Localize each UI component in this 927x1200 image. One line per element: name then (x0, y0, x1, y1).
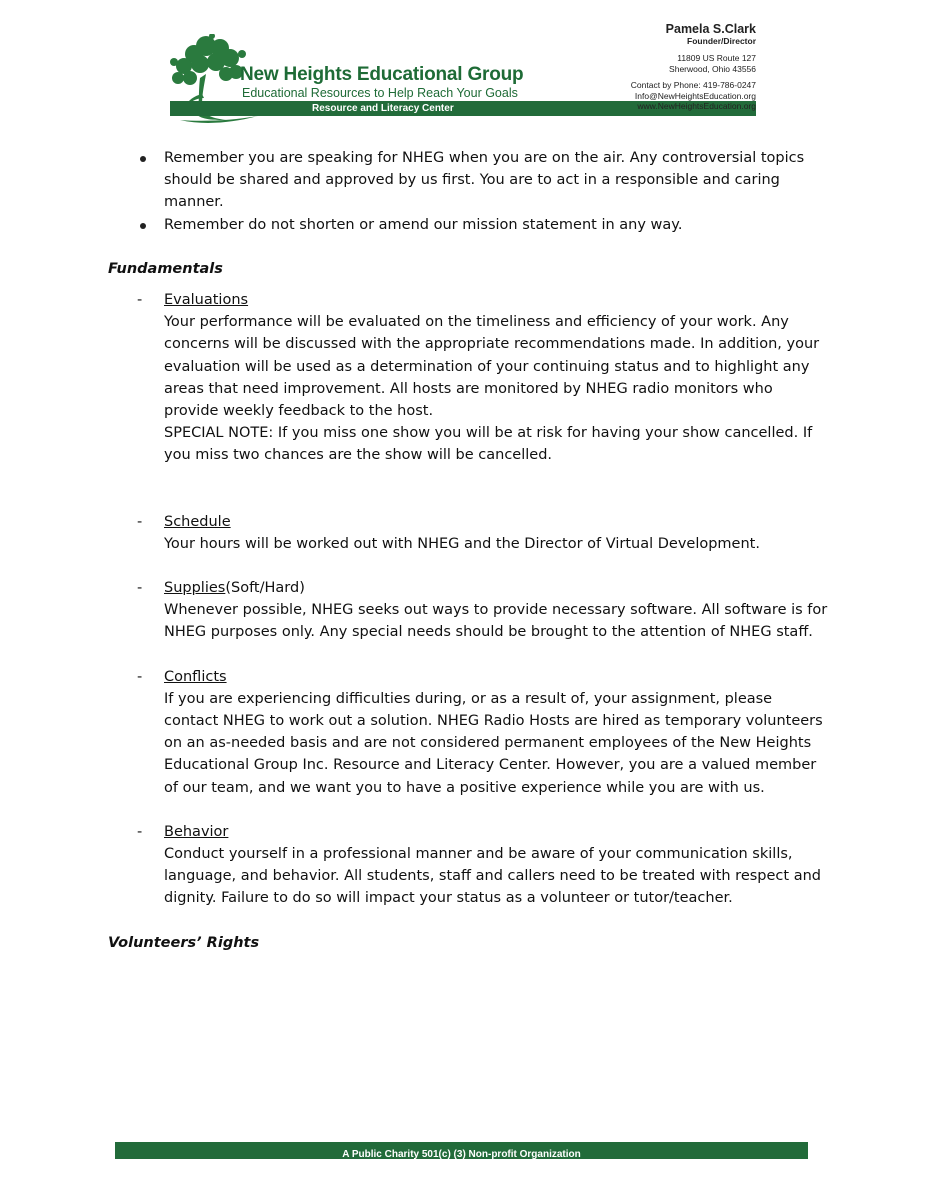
special-note: SPECIAL NOTE: If you miss one show you will be at risk for having your show cancelled. If you miss two chances are the show will be cancelled. (164, 425, 813, 464)
item-body: Your performance will be evaluated on the timeliness and efficiency of your work. Any concerns will be discussed with the appropriate recommendations made. In addition, your evaluation will be used as a determination of your continuing status and to highlight any areas that need improvement. All hosts are monitored by NHEG radio monitors who provide weekly feedback to the host. (164, 314, 820, 420)
item-title-suffix: (Soft/Hard) (225, 580, 305, 597)
item-body: If you are experiencing difficulties during, or as a result of, your assignment, please contact NHEG to work out a solution. NHEG Radio Hosts are hired as temporary volunteers on an as-needed basis and are not considered permanent employees of the New Heights Educational Group Inc. Resource and Literacy Center. However, you are a valued member of our team, and we want you to have a positive experience while you are with us. (164, 690, 823, 796)
header-bar-label: Resource and Literacy Center (312, 103, 454, 114)
section-title-fundamentals: Fundamentals (108, 260, 223, 277)
contact-phone: Contact by Phone: 419-786-0247 (630, 80, 756, 90)
bullet-item (108, 147, 828, 214)
document-body (108, 147, 828, 954)
contact-name: Pamela S.Clark (665, 22, 756, 36)
bullet-text: Remember do not shorten or amend our mission statement in any way. (164, 216, 683, 233)
contact-block (631, 22, 756, 112)
bullet-text: Remember you are speaking for NHEG when you are on the air. Any controversial topics should be shared and approved by us first. You are to act in a responsible and caring manner. (164, 150, 805, 211)
bullet-dot-icon (140, 156, 146, 162)
item-title: Conflicts (164, 668, 227, 685)
organization-name: New Heights Educational Group (240, 64, 524, 85)
dash-marker: - (137, 823, 143, 840)
item-evaluations (108, 289, 828, 467)
contact-website: www.NewHeightsEducation.org (637, 101, 756, 111)
item-supplies (108, 577, 828, 644)
contact-role: Founder/Director (687, 36, 756, 46)
dash-marker: - (137, 292, 143, 309)
item-schedule (108, 511, 828, 555)
footer-green-bar (115, 1142, 808, 1159)
contact-address-line-1: 11809 US Route 127 (677, 53, 756, 63)
item-title: Behavior (164, 823, 229, 840)
dash-marker: - (137, 513, 143, 530)
bullet-item (108, 214, 828, 236)
letterhead (0, 0, 927, 130)
contact-address-line-2: Sherwood, Ohio 43556 (669, 63, 756, 74)
item-body: Conduct yourself in a professional manner and be aware of your communication skills, language, and behavior. All students, staff and callers need to be treated with respect and dignity. Failure to do so will impact your status as a volunteer or tutor/teacher. (164, 846, 821, 907)
dash-marker: - (137, 668, 143, 685)
footer-text: A Public Charity 501(c) (3) Non-profit Organization (342, 1149, 581, 1160)
bullet-dot-icon (140, 223, 146, 229)
item-body: Whenever possible, NHEG seeks out ways to provide necessary software. All software is for NHEG purposes only. Any special needs should be brought to the attention of NHEG staff. (164, 602, 828, 641)
item-title: Schedule (164, 513, 231, 530)
dash-marker: - (137, 580, 143, 597)
item-behavior (108, 821, 828, 910)
item-title-row (164, 577, 828, 599)
item-conflicts (108, 666, 828, 799)
section-title-volunteers-rights: Volunteers’ Rights (108, 934, 260, 951)
item-body: Your hours will be worked out with NHEG and the Director of Virtual Development. (164, 535, 760, 552)
organization-tagline: Educational Resources to Help Reach Your Goals (242, 86, 518, 100)
item-title: Supplies (164, 580, 226, 597)
item-title: Evaluations (164, 292, 249, 309)
contact-email: Info@NewHeightsEducation.org (634, 90, 756, 101)
